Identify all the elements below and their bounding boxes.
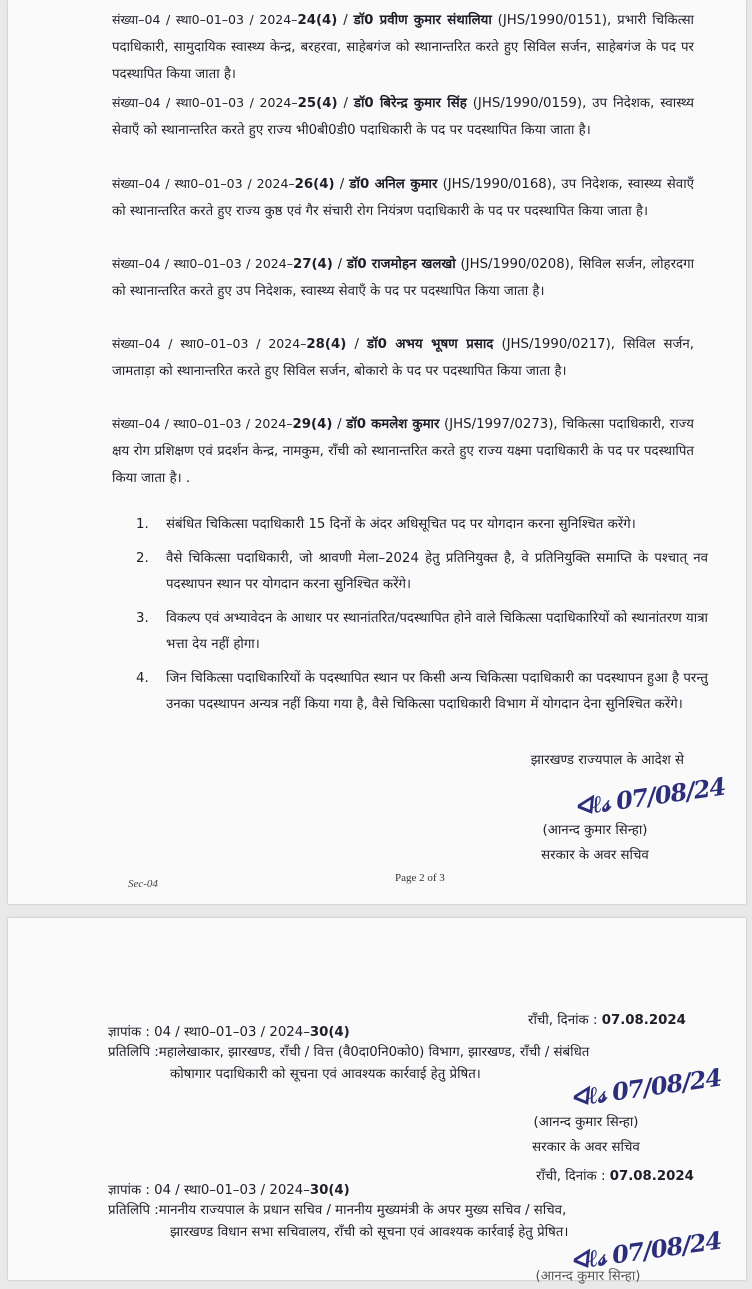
- signatory-title: सरकार के अवर सचिव: [541, 848, 649, 863]
- document-page: [8, 918, 746, 1284]
- signature: ᐊℓ𝓈 07/08/24: [568, 1062, 723, 1113]
- order-line: झारखण्ड राज्यपाल के आदेश से: [530, 753, 684, 768]
- signatory-name: (आनन्द कुमार सिन्हा): [535, 1269, 641, 1284]
- signatory-name: (आनन्द कुमार सिन्हा): [533, 1115, 639, 1130]
- memo-ref: ज्ञापांक : 04 / स्था0–01–03 / 2024–30(4): [108, 1025, 350, 1040]
- date-line: राँची, दिनांक : 07.08.2024: [536, 1169, 694, 1184]
- transfer-entry: संख्या–04 / स्था0–01–03 / 2024–29(4) / डॉ0 कमलेश कुमार (JHS/1997/0273), चिकित्सा पदाधिकारी, राज्य क्षय रोग प्रशिक्षण एवं प्रदर्शन केन्द्र, नामकुम, राँची को स्थानान्तरित करते हुए राज्य यक्ष्मा पदाधिकारी के पद पर पदस्थापित किया जाता है। .: [112, 416, 694, 486]
- transfer-entry: संख्या–04 / स्था0–01–03 / 2024–28(4) / डॉ0 अभय भूषण प्रसाद (JHS/1990/0217), सिविल सर्जन, जामताड़ा को स्थानान्तरित करते हुए सिविल सर्जन, बोकारो के पद पर पदस्थापित किया जाता है।: [112, 336, 695, 379]
- list-item: 1. संबंधित चिकित्सा पदाधिकारी 15 दिनों के अंदर अधिसूचित पद पर योगदान करना सुनिश्चित करेंगे।: [136, 517, 636, 532]
- list-item: 4. जिन चिकित्सा पदाधिकारियों के पदस्थापित स्थान पर किसी अन्य चिकित्सा पदाधिकारी का पदस्थापन हुआ है परन्तु उनका पदस्थापन अन्यत्र नहीं किया गया है, वैसे चिकित्सा पदाधिकारी विभाग में योगदान देना सुनिश्चित करेंगे।: [136, 671, 708, 712]
- memo-copy: प्रतिलिपि :महालेखाकार, झारखण्ड, राँची / वित्त (वै0दा0नि0को0) विभाग, झारखण्ड, राँची / संबंधित कोषागार पदाधिकारी को सूचना एवं आवश्यक कार्रवाई हेतु प्रेषित।: [108, 1045, 590, 1082]
- date-line: राँची, दिनांक : 07.08.2024: [528, 1013, 686, 1028]
- signature: ᐊℓ𝓈 07/08/24: [572, 771, 727, 822]
- section-code: Sec-04: [128, 878, 158, 890]
- transfer-entry: संख्या–04 / स्था0–01–03 / 2024–26(4) / डॉ0 अनिल कुमार (JHS/1990/0168), उप निदेशक, स्वास्थ्य सेवाएँ को स्थानान्तरित करते हुए राज्य कुष्ठ एवं गैर संचारी रोग नियंत्रण पदाधिकारी के पद पर पदस्थापित किया जाता है।: [112, 176, 694, 219]
- conditions-list: [136, 512, 708, 718]
- transfer-entry: संख्या–04 / स्था0–01–03 / 2024–25(4) / डॉ0 बिरेन्द्र कुमार सिंह (JHS/1990/0159), उप निदेशक, स्वास्थ्य सेवाएँ को स्थानान्तरित करते हुए राज्य भी0बी0डी0 पदाधिकारी के पद पर पदस्थापित किया जाता है।: [112, 95, 695, 138]
- signatory-block: [510, 1110, 662, 1160]
- signatory-block: [520, 818, 670, 868]
- list-item: 2. वैसे चिकित्सा पदाधिकारी, जो श्रावणी मेला–2024 हेतु प्रतिनियुक्त है, वे प्रतिनियुक्ति समाप्ति के पश्चात् नव पदस्थापन स्थान पर योगदान करना सुनिश्चित करेंगे।: [136, 551, 708, 592]
- transfer-entry: संख्या–04 / स्था0–01–03 / 2024–27(4) / डॉ0 राजमोहन खलखो (JHS/1990/0208), सिविल सर्जन, लोहरदगा को स्थानान्तरित करते हुए उप निदेशक, स्वास्थ्य सेवाएँ के पद पर पदस्थापित किया जाता है।: [112, 256, 695, 299]
- page-number: Page 2 of 3: [395, 872, 445, 884]
- document-page: [8, 0, 746, 904]
- transfer-entry: संख्या–04 / स्था0–01–03 / 2024–24(4) / डॉ0 प्रवीण कुमार संथालिया (JHS/1990/0151), प्रभारी चिकित्सा पदाधिकारी, सामुदायिक स्वास्थ्य केन्द्र, बरहरवा, साहेबगंज को स्थानान्तरित करते हुए सिविल सर्जन, साहेबगंज के पद पर पदस्थापित किया जाता है।: [112, 12, 695, 82]
- signatory-name: (आनन्द कुमार सिन्हा): [542, 823, 648, 838]
- signatory-title: सरकार के अवर सचिव: [532, 1140, 640, 1155]
- signature: ᐊℓ𝓈 07/08/24: [568, 1225, 723, 1276]
- list-item: 3. विकल्प एवं अभ्यावेदन के आधार पर स्थानांतरित/पदस्थापित होने वाले चिकित्सा पदाधिकारियों को स्थानांतरण यात्रा भत्ता देय नहीं होगा।: [136, 611, 708, 652]
- memo-ref: ज्ञापांक : 04 / स्था0–01–03 / 2024–30(4): [108, 1183, 350, 1198]
- memo-copy: प्रतिलिपि :माननीय राज्यपाल के प्रधान सचिव / माननीय मुख्यमंत्री के अपर मुख्य सचिव / सचिव, झारखण्ड विधान सभा सचिवालय, राँची को सूचना एवं आवश्यक कार्रवाई हेतु प्रेषित।: [108, 1203, 569, 1240]
